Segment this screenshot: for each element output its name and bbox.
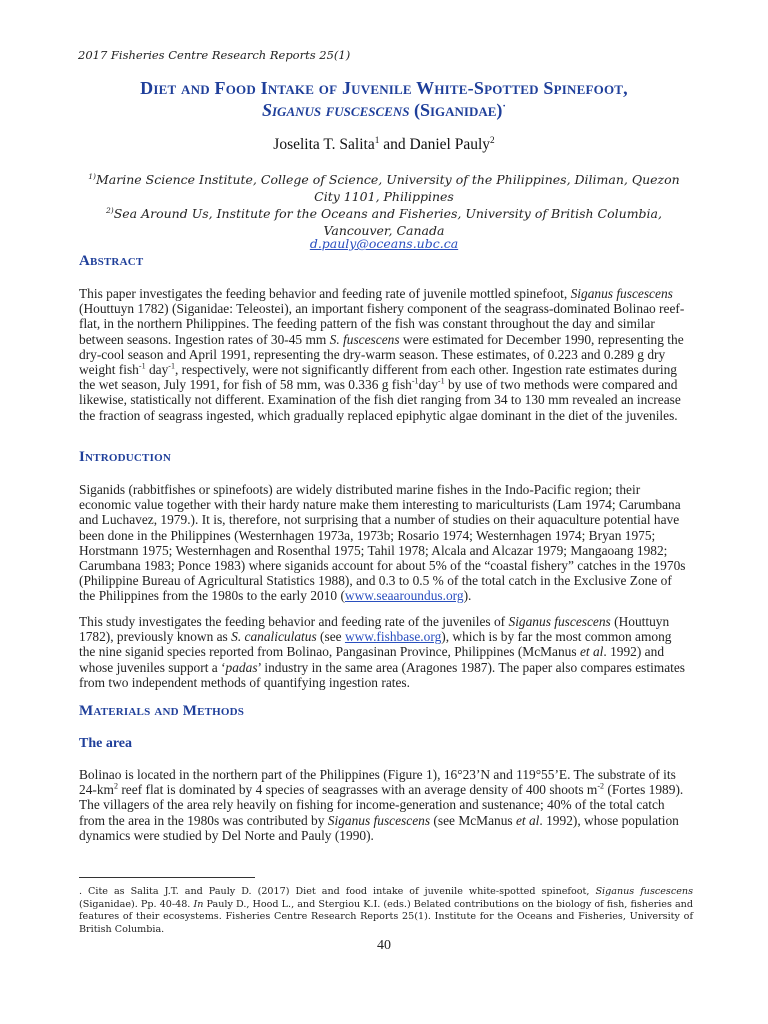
seaaroundus-link[interactable]: www.seaaroundus.org [344, 588, 464, 604]
fishbase-link[interactable]: www.fishbase.org [344, 629, 442, 645]
intro-p2-text-2: (Houttuyn 1782), previously known as [79, 614, 670, 645]
author-1: Joselita T. Salita [273, 136, 375, 153]
title-footnote-marker: · [502, 100, 507, 112]
area-subheading: The area [79, 736, 133, 751]
abstract-text-1: This paper investigates the feeding behavior and feeding rate of juvenile mottled spinefoot, [79, 286, 571, 301]
abstract-text-7: by use of two methods were compared and likewise, statistically not different. Examination of the fish diet ranging from 34 to 130 mm revealed an increase the fraction of seagrass ingested, which gradually replaced epiphytic algae dominant in the diet of the juveniles. [79, 377, 681, 423]
footnote-divider [79, 877, 255, 878]
methods-etal: et al [515, 812, 540, 828]
abstract-paragraph [79, 286, 691, 423]
abstract-sup-2: -1 [168, 361, 175, 371]
author-1-affil: 1 [374, 135, 380, 146]
title-species: Siganus fuscescens [261, 100, 410, 120]
paper-title-line2 [70, 100, 698, 121]
intro-p2-text-6: ’ industry in the same area (Aragones 1987). The paper also compares estimates from two independent methods of quantifying ingestion rates. [79, 659, 686, 690]
running-head: 2017 Fisheries Centre Research Reports 25(1) [78, 48, 351, 62]
affiliation-2-marker: 2) [106, 205, 114, 215]
title-family: (Siganidae) [409, 100, 503, 120]
abstract-text-5: , respectively, were not significantly different from each other. Ingestion rate estimates during the wet season, July 1991, for fish of 58 mm, was 0.336 g fish [79, 362, 677, 393]
intro-p2-etal: et al [579, 644, 604, 660]
footnote-text-3: Pauly D., Hood L., and Stergiou K.I. (eds.) Belated contributions on the biology of fish, fisheries and features of their ecosystems. Fisheries Centre Research Reports 25(1). Institute for the Oceans and Fisheries, University of British Columbia. [79, 898, 693, 935]
abstract-sup-3: -1 [411, 376, 419, 386]
methods-text-2: reef flat is dominated by 4 species of seagrasses with an average density of 400 shoots m [117, 782, 598, 798]
methods-sup-1: 2 [113, 781, 118, 791]
affiliation-1-marker: 1) [88, 171, 96, 181]
abstract-text-2: (Houttuyn 1782) (Siganidae: Teleostei), an important fishery component of the seagrass-dominated Bolinao reef-flat, in the northern Philippines. The feeding pattern of the fish was constant throughout the day and similar between seasons. Ingestion rates of 30-45 mm [79, 301, 685, 347]
methods-text-4: (see McManus [430, 812, 516, 828]
footnote-in: In [193, 898, 204, 910]
methods-text-3: (Fortes 1989). The villagers of the area rely heavily on fishing for income-generation and sustenance; 40% of the total catch from the area in the 1980s was contributed by [79, 782, 684, 828]
intro-p2-padas: padas [225, 659, 258, 675]
methods-heading: Materials and Methods [79, 703, 245, 719]
abstract-sup-1: -1 [138, 361, 146, 371]
abstract-sup-4: -1 [437, 376, 445, 386]
introduction-paragraph-1 [79, 482, 691, 604]
intro-p2-text-5: . 1992) and whose juveniles support a ‘ [79, 644, 665, 675]
author-joiner: and [379, 136, 410, 153]
affiliation-1-text: Marine Science Institute, College of Science, University of the Philippines, Diliman, Quezon City 1101, Philippines [95, 172, 680, 204]
abstract-text-3: were estimated for December 1990, representing the dry-cool season and April 1991, representing the dry-warm season. These estimates, of 0.223 and 0.289 g dry weight fish [79, 331, 684, 378]
abstract-text-6: day [418, 377, 438, 393]
authors [70, 136, 698, 154]
author-2: Daniel Pauly [409, 136, 491, 153]
page-number: 40 [377, 938, 391, 953]
paper-title-line1 [70, 78, 698, 99]
intro-p1-text-1: Siganids (rabbitfishes or spinefoots) are widely distributed marine fishes in the Indo-Pacific region; their economic value together with their hardy nature make them interesting to mariculturists (Lam 1974; Carumbana and Luchavez, 1979.). It is, therefore, not surprising that a number of studies on their aquaculture potential have been done in the Philippines (Westernhagen 1973a, 1973b; Rosario 1974; Westernhagen 1974; Bryan 1975; Horstmann 1975; Westernhagen and Rosenthal 1975; Tahil 1978; Alcala and Alcazar 1979; Mangaoang 1982; Carumbana 1983; Ponce 1983) where siganids account for about 5% of the “coastal fishery” catches in the 1970s (Philippine Bureau of Agricultural Statistics 1988), and 0.3 to 0.5 % of the total catch in the Exclusive Zone of the Philippines from the 1980s to the early 2010 ( [79, 482, 686, 604]
abstract-species-2: S. fuscescens [329, 331, 400, 347]
citation-footnote [79, 886, 693, 936]
intro-p2-text-1: This study investigates the feeding behavior and feeding rate of the juveniles of [79, 614, 509, 629]
intro-p2-text-3: (see [316, 629, 345, 645]
author-email-link[interactable]: d.pauly@oceans.ubc.ca [309, 236, 459, 251]
intro-p2-text-4: ), which is by far the most common among the nine siganid species reported from Bolinao, Pangasinan Province, Philippines (McManus [79, 629, 672, 660]
intro-p1-text-2: ). [463, 588, 472, 604]
footnote-species: Siganus fuscescens [595, 886, 693, 897]
author-2-affil: 2 [490, 135, 495, 146]
introduction-paragraph-2 [79, 614, 691, 690]
footnote-text-2: (Siganidae). Pp. 40-48. [79, 898, 194, 910]
introduction-heading: Introduction [79, 449, 171, 465]
intro-p2-species-2: S. canaliculatus [231, 629, 317, 645]
methods-text-1: Bolinao is located in the northern part of the Philippines (Figure 1), 16°23’N and 119°55’E. The substrate of its 24-km [79, 767, 676, 798]
abstract-heading: Abstract [79, 253, 144, 269]
abstract-species-1: Siganus fuscescens [570, 286, 673, 301]
intro-p2-species-1: Siganus fuscescens [508, 614, 611, 629]
footnote-text-1: . Cite as Salita J.T. and Pauly D. (2017) Diet and food intake of juvenile white-spotted spinefoot, [79, 886, 596, 897]
methods-species: Siganus fuscescens [327, 812, 431, 828]
abstract-text-4: day [145, 362, 169, 378]
affiliation-2-text: Sea Around Us, Institute for the Oceans and Fisheries, University of British Columbia, Vancouver, Canada [113, 206, 662, 238]
methods-text-5: . 1992), whose population dynamics were studied by Del Norte and Pauly (1990). [79, 812, 679, 843]
methods-sup-2: -2 [597, 781, 605, 791]
title-line1-text: Diet and Food Intake of Juvenile White-Spotted Spinefoot, [140, 78, 628, 98]
methods-paragraph-1 [79, 767, 691, 843]
affiliation-2 [78, 205, 690, 239]
affiliation-1 [78, 171, 690, 205]
